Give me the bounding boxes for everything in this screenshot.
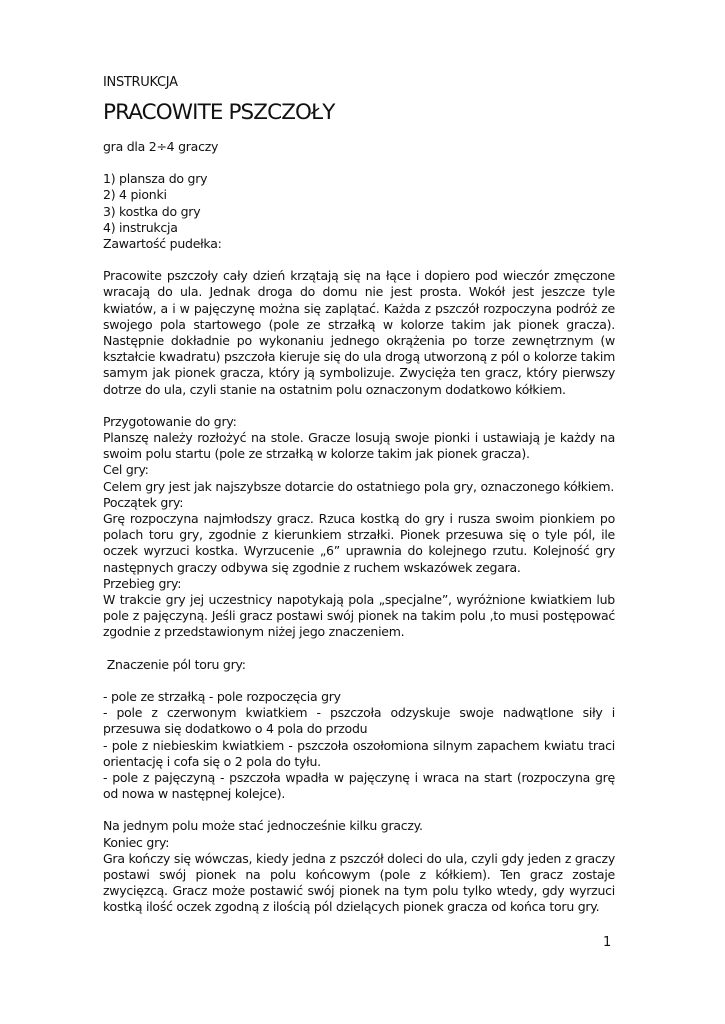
document-title: PRACOWITE PSZCZOŁY [103, 100, 335, 125]
contents-item: 3) kostka do gry [103, 203, 201, 219]
intro-paragraph: Pracowite pszczoły cały dzień krzątają się na łące i dopiero pod wieczór zmęczone wracają do ula. Jednak droga do domu nie jest prosta. Wokół jest jeszcze tyle kwiatów, a i w pajęczynę można się zaplątać. Każda z pszczół rozpoczyna podróż ze swojego pola startowego (pole ze strzałką w kolorze takim jak pionek gracza). Następnie dokładnie po wykonaniu jednego okrążenia po torze zewnętrznym (w kształcie kwadratu) pszczoła kieruje się do ula drogą utworzoną z pól o kolorze takim samym jak pionek gracza, który ją symbolizuje. Zwycięża ten gracz, który pierwszy dotrze do ula, czyli stanie na ostatnim polu oznaczonym dodatkowo kółkiem. [103, 268, 615, 397]
document-body [103, 74, 615, 916]
spacer [103, 398, 615, 414]
setup-paragraph: Planszę należy rozłożyć na stole. Gracze losują swoje pionki i ustawiają je każdy na swoim polu startu (pole ze strzałką w kolorze takim jak pionek gracza). [103, 430, 615, 462]
multiple-players-note: Na jednym polu może stać jednocześnie kilku graczy. [103, 818, 423, 834]
course-paragraph: W trakcie gry jej uczestnicy napotykają pola „specjalne”, wyróżnione kwiatkiem lub pole z pajęczyną. Jeśli gracz postawi swój pionek na takim polu ,to musi postępować zgodnie z przedstawionym niżej jego znaczeniem. [103, 592, 615, 640]
spacer [103, 155, 615, 171]
document-subtitle: gra dla 2÷4 graczy [103, 139, 219, 154]
contents-item: 4) instrukcja [103, 219, 178, 235]
start-paragraph: Grę rozpoczyna najmłodszy gracz. Rzuca kostką do gry i rusza swoim pionkiem po polach toru gry, zgodnie z kierunkiem strzałki. Pionek przesuwa się o tyle pól, ile oczek wyrzuci kostka. Wyrzucenie „6” uprawnia do kolejnego rzutu. Kolejność gry następnych graczy odbywa się zgodnie z ruchem wskazówek zegara. [103, 511, 615, 575]
contents-heading: Zawartość pudełka: [103, 236, 222, 252]
field-item: - pole z czerwonym kwiatkiem - pszczoła odzyskuje swoje nadwątlone siły i przesuwa się dodatkowo o 4 pola do przodu [103, 705, 615, 737]
spacer [103, 252, 615, 268]
start-heading: Początek gry: [103, 494, 184, 510]
spacer [103, 673, 615, 689]
contents-list [103, 171, 615, 252]
field-item: - pole ze strzałką - pole rozpoczęcia gry [103, 688, 341, 704]
fields-heading: Znaczenie pól toru gry: [103, 656, 246, 672]
field-item: - pole z niebieskim kwiatkiem - pszczoła oszołomiona silnym zapachem kwiatu traci orientację i cofa się o 2 pola do tyłu. [103, 737, 615, 769]
goal-heading: Cel gry: [103, 462, 149, 478]
setup-heading: Przygotowanie do gry: [103, 413, 237, 429]
end-heading: Koniec gry: [103, 834, 170, 850]
contents-item: 2) 4 pionki [103, 187, 167, 203]
fields-list [103, 689, 615, 802]
document-label: INSTRUKCJA [103, 75, 178, 90]
contents-item: 1) plansza do gry [103, 171, 208, 187]
spacer [103, 641, 615, 657]
end-paragraph: Gra kończy się wówczas, kiedy jedna z pszczół doleci do ula, czyli gdy jeden z graczy postawi swój pionek na polu końcowym (pole z kółkiem). Ten gracz zostaje zwycięzcą. Gracz może postawić swój pionek na tym polu tylko wtedy, gdy wyrzuci kostką ilość oczek zgodną z ilością pól dzielących pionek gracza od końca toru gry. [103, 850, 615, 915]
goal-paragraph: Celem gry jest jak najszybsze dotarcie do ostatniego pola gry, oznaczonego kółkiem. [103, 478, 615, 494]
page-number: 1 [603, 935, 612, 950]
field-item: - pole z pajęczyną - pszczoła wpadła w pajęczynę i wraca na start (rozpoczyna grę od nowa w następnej kolejce). [103, 769, 615, 802]
course-heading: Przebieg gry: [103, 575, 182, 591]
spacer [103, 802, 615, 818]
